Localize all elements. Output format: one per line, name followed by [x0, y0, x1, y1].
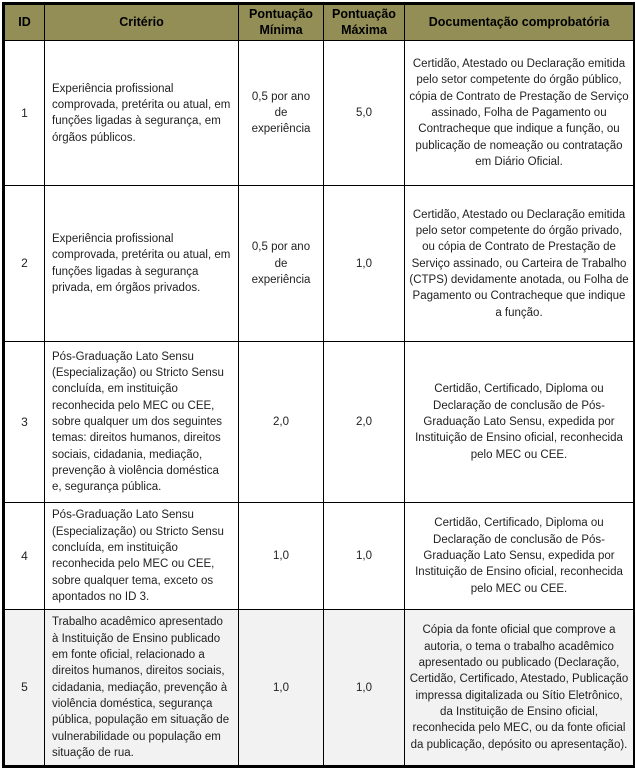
cell-pontuacao-minima: 0,5 por ano de experiência [239, 41, 324, 186]
cell-criterio: Experiência profissional comprovada, pretérita ou atual, em funções ligadas à segurança, em órgãos públicos. [45, 41, 239, 186]
cell-documentacao: Certidão, Atestado ou Declaração emitida pelo setor competente do órgão privado, ou cópia de Contrato de Prestação de Serviço assinado, ou Carteira de Trabalho (CTPS) devidamente anotada, ou Folha de Pagamento ou Contracheque que indique a função. [405, 186, 635, 342]
cell-criterio: Trabalho acadêmico apresentado à Instituição de Ensino publicado em fonte oficial, relacionado a direitos humanos, direitos sociais, cidadania, mediação, prevenção à violência doméstica, segurança pública, população em situação de vulnerabilidade ou população em situação de rua. [45, 610, 239, 767]
table-row [4, 503, 635, 610]
cell-pontuacao-minima: 1,0 [239, 503, 324, 610]
cell-pontuacao-maxima: 2,0 [324, 342, 405, 503]
cell-documentacao: Certidão, Atestado ou Declaração emitida pelo setor competente do órgão público, cópia de Contrato de Prestação de Serviço assinado, Folha de Pagamento ou Contracheque que indique a função, ou publicação de nomeação ou contratação em Diário Oficial. [405, 41, 635, 186]
column-header-id: ID [4, 4, 45, 41]
cell-id: 5 [4, 610, 45, 767]
cell-pontuacao-minima: 0,5 por ano de experiência [239, 186, 324, 342]
column-header-documentacao: Documentação comprobatória [405, 4, 635, 41]
table-row [4, 610, 635, 767]
header-row [4, 4, 635, 41]
cell-documentacao: Certidão, Certificado, Diploma ou Declaração de conclusão de Pós-Graduação Lato Sensu, expedida por Instituição de Ensino oficial, reconhecida pelo MEC ou CEE. [405, 342, 635, 503]
column-header-criterio: Critério [45, 4, 239, 41]
cell-pontuacao-maxima: 1,0 [324, 610, 405, 767]
criteria-table [2, 2, 635, 768]
cell-id: 4 [4, 503, 45, 610]
table-row [4, 41, 635, 186]
cell-criterio: Experiência profissional comprovada, pretérita ou atual, em funções ligadas à segurança privada, em órgãos privados. [45, 186, 239, 342]
cell-pontuacao-minima: 1,0 [239, 610, 324, 767]
column-header-pontuacao-minima: Pontuação Mínima [239, 4, 324, 41]
cell-criterio: Pós-Graduação Lato Sensu (Especialização) ou Stricto Sensu concluída, em instituição reconhecida pelo MEC ou CEE, sobre qualquer um dos seguintes temas: direitos humanos, direitos sociais, cidadania, mediação, prevenção à violência doméstica e, segurança pública. [45, 342, 239, 503]
column-header-pontuacao-maxima: Pontuação Máxima [324, 4, 405, 41]
cell-id: 2 [4, 186, 45, 342]
cell-id: 3 [4, 342, 45, 503]
table-row [4, 342, 635, 503]
cell-documentacao: Cópia da fonte oficial que comprove a autoria, o tema o trabalho acadêmico apresentado ou publicado (Declaração, Certidão, Certificado, Atestado, Publicação impressa digitalizada ou Sítio Eletrônico, da Instituição de Ensino oficial, reconhecida pelo MEC, ou da fonte oficial da publicação, depósito ou apresentação). [405, 610, 635, 767]
cell-id: 1 [4, 41, 45, 186]
cell-pontuacao-maxima: 1,0 [324, 186, 405, 342]
table-row [4, 186, 635, 342]
cell-pontuacao-maxima: 1,0 [324, 503, 405, 610]
cell-pontuacao-minima: 2,0 [239, 342, 324, 503]
cell-documentacao: Certidão, Certificado, Diploma ou Declaração de conclusão de Pós-Graduação Lato Sensu, expedida por Instituição de Ensino oficial, reconhecida pelo MEC ou CEE. [405, 503, 635, 610]
cell-pontuacao-maxima: 5,0 [324, 41, 405, 186]
cell-criterio: Pós-Graduação Lato Sensu (Especialização) ou Stricto Sensu concluída, em instituição reconhecida pelo MEC ou CEE, sobre qualquer tema, exceto os apontados no ID 3. [45, 503, 239, 610]
